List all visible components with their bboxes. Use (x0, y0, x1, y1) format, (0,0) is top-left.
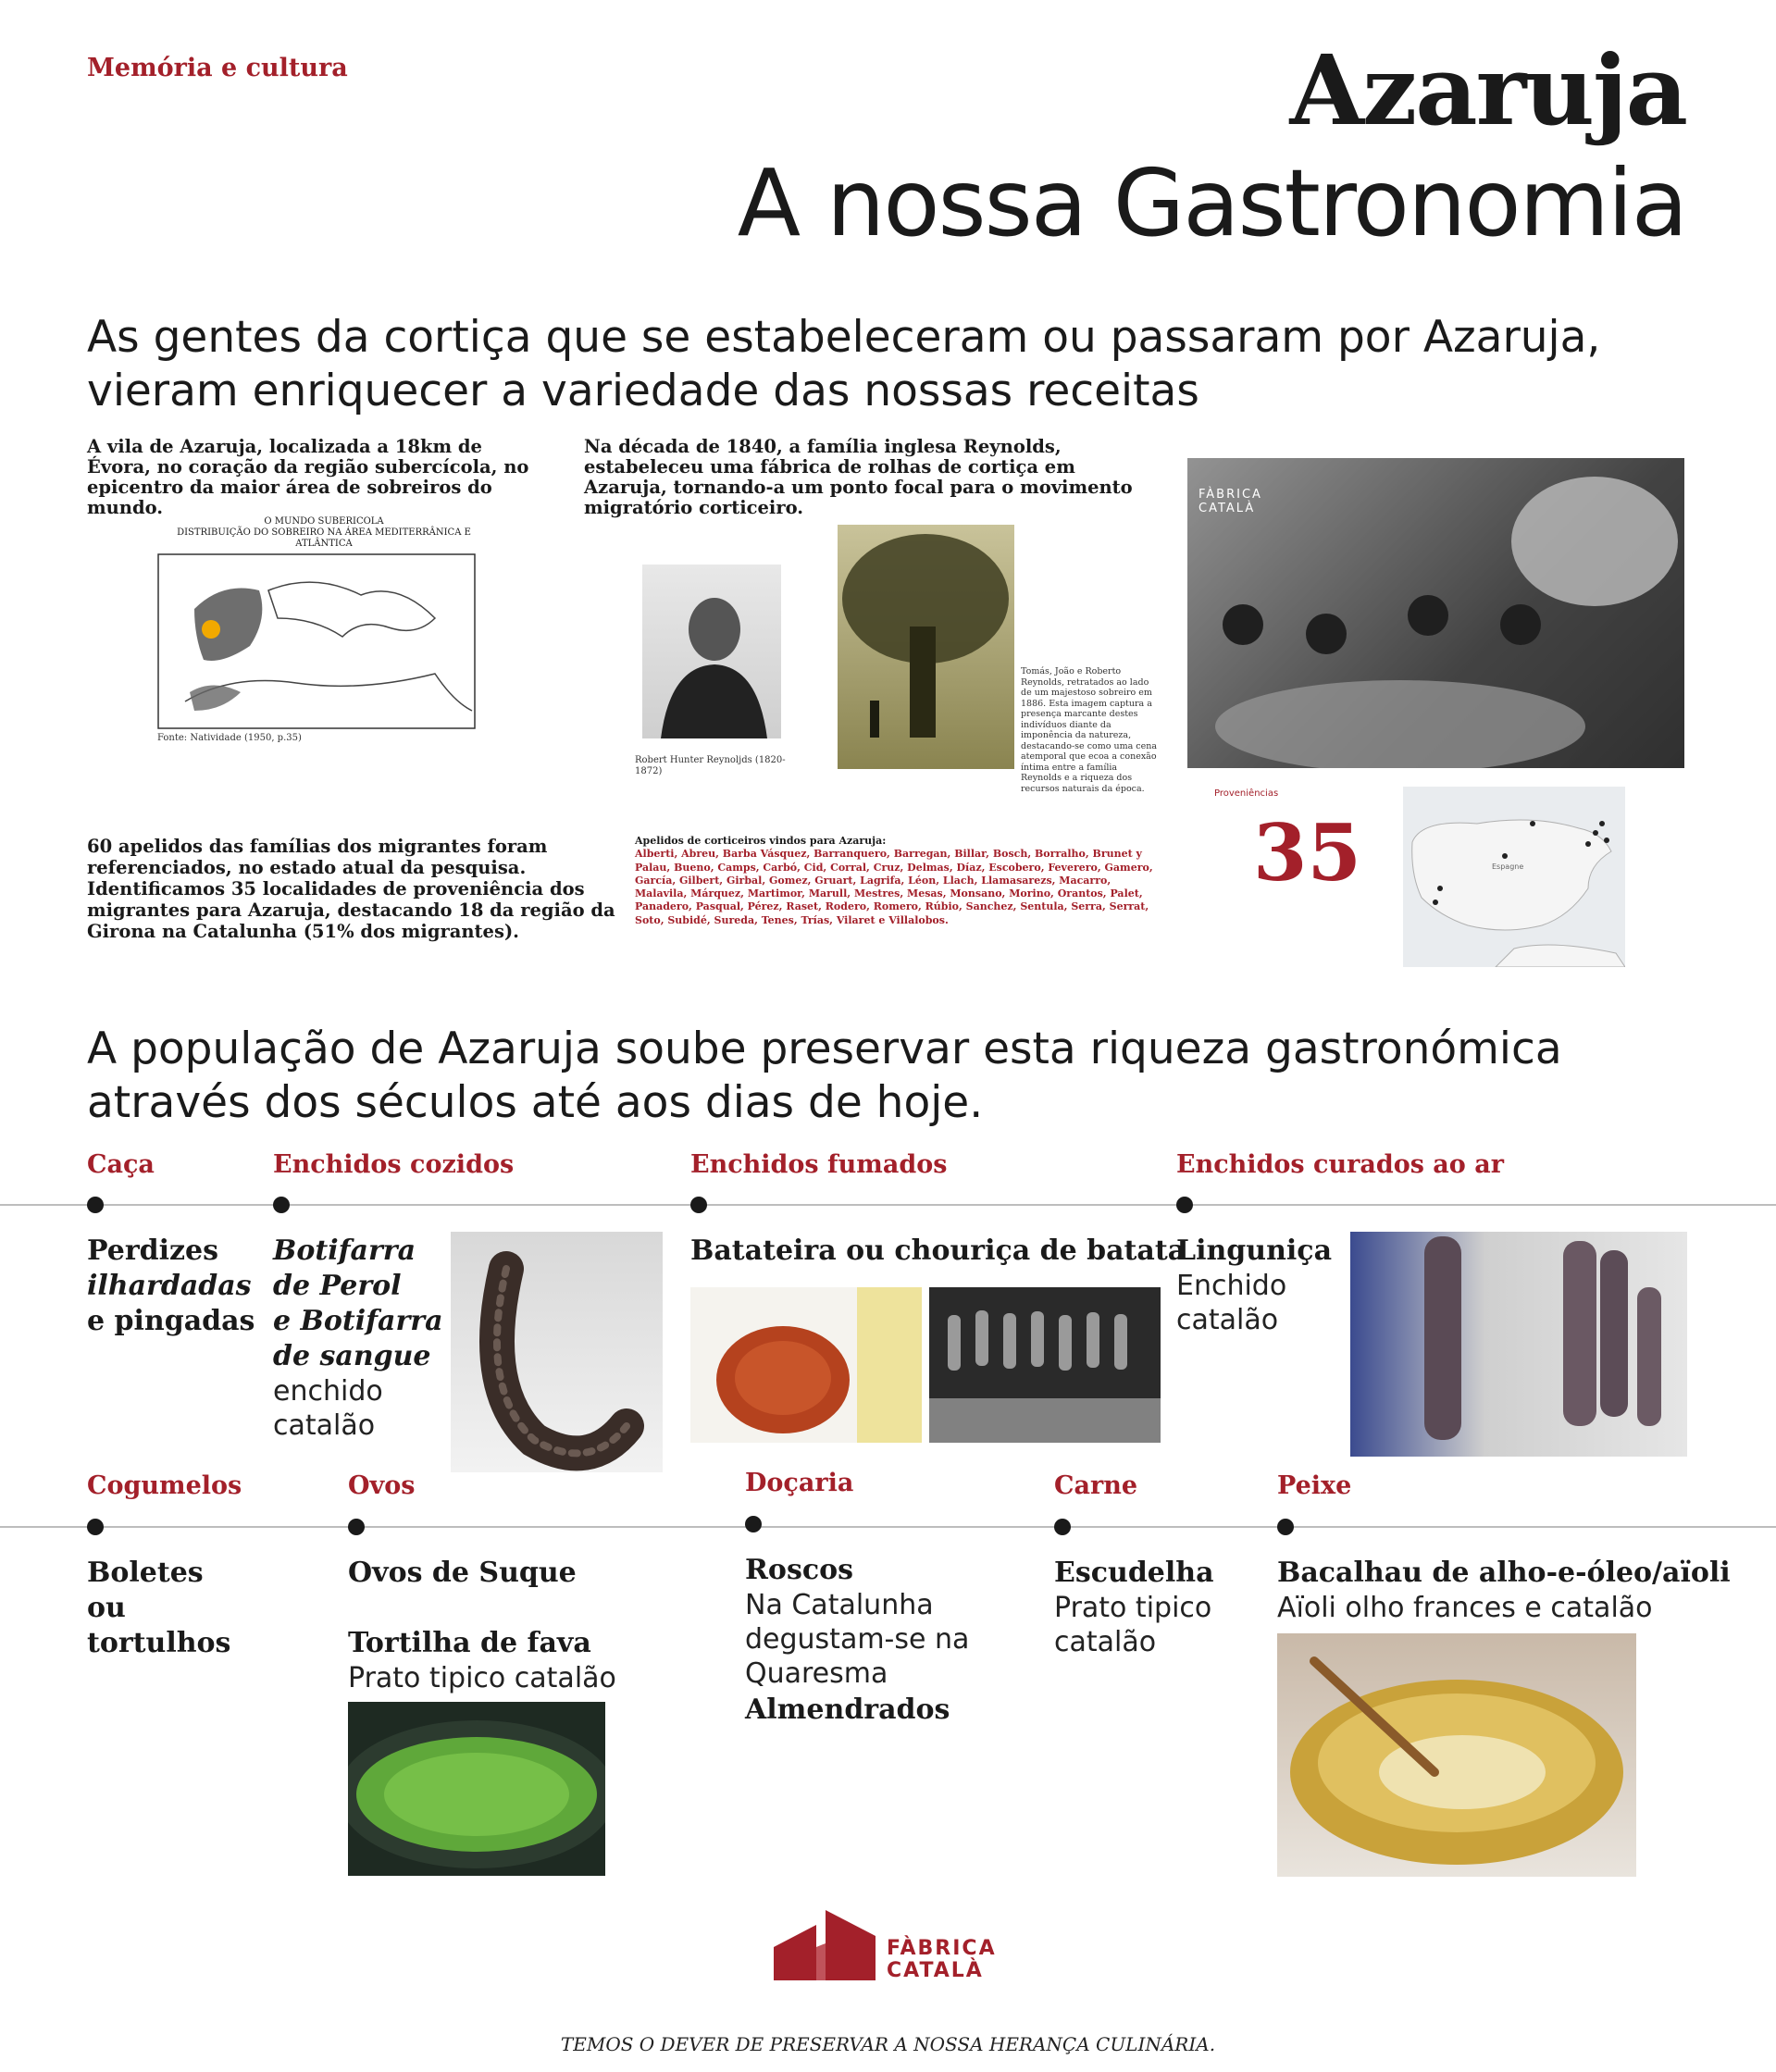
dish-line: Perdizes (87, 1235, 219, 1267)
fava-pan-illustration (348, 1702, 605, 1876)
category-docaria: Doçaria (745, 1469, 854, 1497)
batateira-photo-pot (690, 1287, 922, 1443)
category-enchidos-curados: Enchidos curados ao ar (1176, 1150, 1504, 1179)
kicker: Memória e cultura (87, 54, 348, 82)
dish-botifarra (273, 1234, 443, 1374)
timeline-dot (1176, 1197, 1193, 1213)
cork-map (157, 553, 481, 729)
timeline-rule-2 (0, 1526, 1776, 1528)
intro-azaruja: A vila de Azaruja, localizada a 18km de Évora, no coração da região subercícola, no epicentro da maior área de sobreiros do mundo. (87, 436, 529, 518)
logo-icon (774, 1910, 876, 1984)
timeline-dot (87, 1197, 104, 1213)
dish-line: Boletes (87, 1557, 204, 1589)
factory-label-1: FÀBRICA (1198, 488, 1262, 502)
category-enchidos-fumados: Enchidos fumados (690, 1150, 948, 1179)
dish-roscos: Roscos (745, 1554, 853, 1586)
section-lead-2: A população de Azaruja soube preservar esta riqueza gastronómica através dos séculos até aos dias de hoje. (87, 1024, 1562, 1128)
category-caca: Caça (87, 1150, 155, 1179)
timeline-dot (348, 1519, 365, 1535)
reynolds-tree-photo (838, 525, 1014, 769)
logo-line-2: CATALÀ (887, 1959, 984, 1982)
spain-map (1403, 787, 1625, 967)
provenance-label: Proveniências (1214, 788, 1279, 799)
dish-line: tortulhos (87, 1627, 231, 1659)
sausage-illustration (451, 1232, 663, 1472)
dish-boletes (87, 1556, 230, 1661)
map-country-label: Espagne (1492, 862, 1524, 871)
dish-ovos-suque: Ovos de Suque (348, 1557, 577, 1589)
dish-escudelha: Escudelha (1054, 1557, 1214, 1589)
section-lead-1: As gentes da cortiça que se estabeleceram ou passaram por Azaruja, vieram enriquecer a variedade das nossas receitas (87, 312, 1601, 416)
dish-roscos-desc: Na Catalunha degustam-se na Quaresma (745, 1589, 970, 1690)
footer-logo (774, 1910, 1003, 1984)
tree-caption: Tomás, João e Roberto Reynolds, retratados ao lado de um majestoso sobreiro em 1886. Esta imagem captura a presença marcante destes indivíduos diante da imponência da natureza, destacando-se como uma cena atemporal que ecoa a conexão íntima entre a família Reynolds e a riqueza dos recursos naturais da época. (1021, 666, 1158, 794)
dish-line: e pingadas (87, 1305, 255, 1337)
timeline-rule-1 (0, 1204, 1776, 1206)
timeline-dot (273, 1197, 290, 1213)
dish-linguica: Linguniça (1176, 1235, 1333, 1267)
timeline-dot (87, 1519, 104, 1535)
tortilha-photo (348, 1702, 605, 1876)
dish-almendrados: Almendrados (745, 1694, 950, 1726)
dish-bacalhau: Bacalhau de alho-e-óleo/aïoli (1277, 1557, 1731, 1589)
azaruja-marker (202, 620, 220, 639)
dish-line: ilhardadas (87, 1270, 252, 1302)
tree-silhouette (838, 525, 1014, 769)
footer-motto: TEMOS O DEVER DE PRESERVAR A NOSSA HERANÇA CULINÁRIA. (560, 2033, 1216, 2055)
map-title: O MUNDO SUBERICOLA (264, 516, 384, 527)
intro-reynolds: Na década de 1840, a família inglesa Reynolds, estabeleceu uma fábrica de rolhas de cortiça em Azaruja, tornando-a um ponto focal para o movimento migratório corticeiro. (584, 436, 1133, 518)
timeline-dot (690, 1197, 707, 1213)
clay-pot-illustration (690, 1287, 922, 1443)
timeline-dot (1054, 1519, 1071, 1535)
dish-line: de sangue (273, 1340, 431, 1372)
timeline-dot (1277, 1519, 1294, 1535)
botifarra-photo (451, 1232, 663, 1472)
dish-botifarra-desc: enchido catalão (273, 1375, 383, 1442)
factory-label-2: CATALÀ (1198, 502, 1256, 515)
dish-line: de Perol (273, 1270, 402, 1302)
dish-perdizes (87, 1234, 255, 1339)
page-title: Azaruja (1289, 33, 1686, 147)
surnames-block (635, 835, 1162, 927)
provenance-map (1403, 787, 1625, 967)
map-source: Fonte: Natividade (1950, p.35) (157, 733, 302, 743)
bacalhau-photo (1277, 1633, 1636, 1877)
page-subtitle: A nossa Gastronomia (737, 149, 1686, 257)
aioli-bowl-illustration (1277, 1633, 1636, 1877)
dish-escudelha-desc: Prato tipico catalão (1054, 1592, 1212, 1658)
surnames-title: Apelidos de corticeiros vindos para Azaruja: (635, 835, 887, 847)
migrants-text: 60 apelidos das famílias dos migrantes foram referenciados, no estado atual da pesquisa. Identificamos 35 localidades de proveniência dos migrantes para Azaruja, destacando 18 da região da Girona na Catalunha (51% dos migrantes). (87, 836, 615, 942)
provenance-count: 35 (1253, 807, 1361, 899)
hanging-sausages-illustration (1350, 1232, 1687, 1457)
dish-linguica-desc: Enchido catalão (1176, 1270, 1287, 1336)
portrait-caption: Robert Hunter Reynoljds (1820-1872) (635, 755, 786, 776)
linguica-photo (1350, 1232, 1687, 1457)
portrait-silhouette (642, 565, 781, 738)
surnames-list: Alberti, Abreu, Barba Vásquez, Barranquero, Barregan, Billar, Bosch, Borralho, Brunet y Palau, Bueno, Camps, Carbó, Cid, Corral, Cruz, Delmas, Díaz, Escobero, Feverero, Gamero, García, Gilbert, Girbal, Gomez, Gruart, Lagrifa, Léon, Llach, Llamasarezs, Macarro, Malavila, Márquez, Martimor, Marull, Mestres, Mesas, Monsano, Morino, Orantos, Palet, Panadero, Pasqual, Pérez, Raset, Rodero, Romero, Rúbio, Sanchez, Sentula, Serra, Serrat, Soto, Subidé, Sureda, Tenes, Trías, Vilaret e Villalobos. (635, 848, 1153, 926)
dish-tortilha-desc: Prato tipico catalão (348, 1662, 616, 1694)
batateira-photo-smoked (929, 1287, 1161, 1443)
factory-photo (1187, 458, 1684, 768)
category-peixe: Peixe (1277, 1471, 1352, 1500)
timeline-dot (745, 1516, 762, 1532)
category-ovos: Ovos (348, 1471, 416, 1500)
category-enchidos-cozidos: Enchidos cozidos (273, 1150, 515, 1179)
dish-tortilha: Tortilha de fava (348, 1627, 591, 1659)
category-cogumelos: Cogumelos (87, 1471, 242, 1500)
dish-line: Botifarra (273, 1235, 416, 1267)
dish-bacalhau-desc: Aïoli olho frances e catalão (1277, 1592, 1653, 1624)
cork-map-figure (148, 516, 500, 757)
category-carne: Carne (1054, 1471, 1138, 1500)
logo-line-1: FÀBRICA (887, 1937, 997, 1960)
map-subtitle: DISTRIBUIÇÃO DO SOBREIRO NA ÁREA MEDITERRÂNICA E ATLÂNTICA (177, 527, 471, 549)
dish-batateira: Batateira ou chouriça de batata (690, 1235, 1186, 1267)
dish-line: e Botifarra (273, 1305, 443, 1337)
smoked-sausages-illustration (929, 1287, 1161, 1443)
dish-line: ou (87, 1592, 126, 1624)
reynolds-portrait (642, 565, 781, 738)
